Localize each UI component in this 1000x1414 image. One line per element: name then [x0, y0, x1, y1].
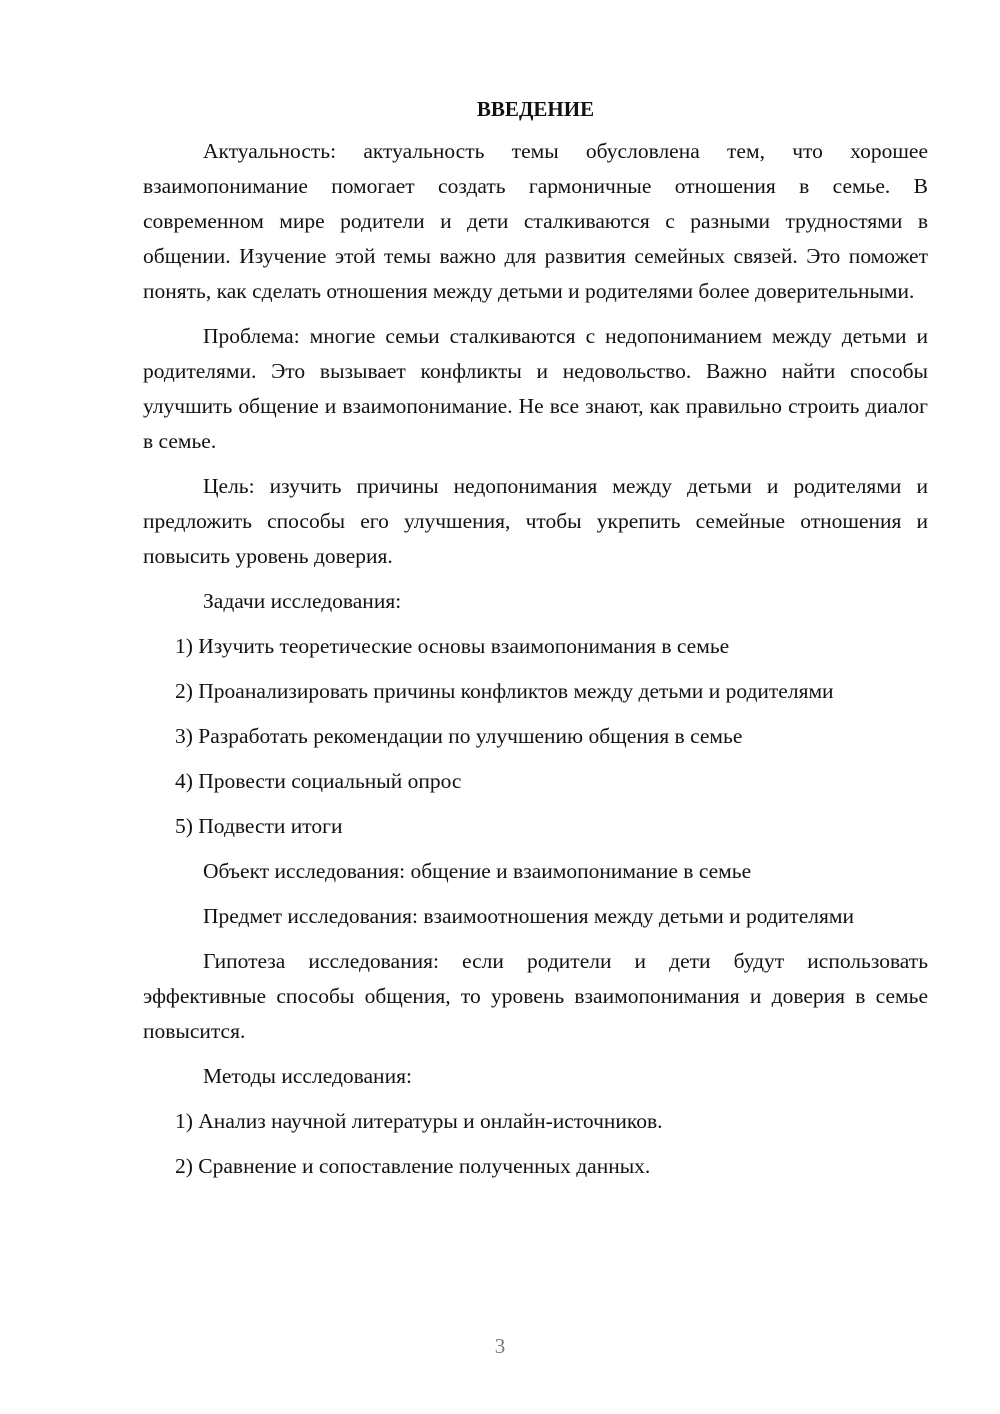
relevance-paragraph: Актуальность: актуальность темы обусловлена тем, что хорошее взаимопонимание помогает создать гармоничные отношения в семье. В современном мире родители и дети сталкиваются с разными трудностями в общении. Изучение этой темы важно для развития семейных связей. Это поможет понять, как сделать отношения между детьми и родителями более доверительными.	[143, 139, 928, 303]
page-number: 3	[494, 1334, 506, 1358]
page-title: ВВЕДЕНИЕ	[476, 97, 595, 121]
object-paragraph: Объект исследования: общение и взаимопонимание в семье	[203, 859, 752, 883]
page-content	[143, 92, 928, 1184]
problem-paragraph: Проблема: многие семьи сталкиваются с недопониманием между детьми и родителями. Это вызывает конфликты и недовольство. Важно найти способы улучшить общение и взаимопонимание. Не все знают, как правильно строить диалог в семье.	[143, 324, 928, 453]
tasks-heading: Задачи исследования:	[203, 589, 402, 613]
method-item-2: 2) Сравнение и сопоставление полученных данных.	[175, 1154, 651, 1178]
methods-heading: Методы исследования:	[203, 1064, 412, 1088]
task-item-4: 4) Провести социальный опрос	[175, 769, 462, 793]
goal-paragraph: Цель: изучить причины недопонимания между детьми и родителями и предложить способы его улучшения, чтобы укрепить семейные отношения и повысить уровень доверия.	[143, 474, 928, 568]
hypothesis-paragraph: Гипотеза исследования: если родители и дети будут использовать эффективные способы общения, то уровень взаимопонимания и доверия в семье повысится.	[143, 949, 928, 1043]
task-item-3: 3) Разработать рекомендации по улучшению общения в семье	[175, 724, 743, 748]
method-item-1: 1) Анализ научной литературы и онлайн-источников.	[175, 1109, 663, 1133]
task-item-5: 5) Подвести итоги	[175, 814, 343, 838]
subject-paragraph: Предмет исследования: взаимоотношения между детьми и родителями	[203, 904, 854, 928]
task-item-2: 2) Проанализировать причины конфликтов между детьми и родителями	[175, 679, 834, 703]
task-item-1: 1) Изучить теоретические основы взаимопонимания в семье	[175, 634, 730, 658]
